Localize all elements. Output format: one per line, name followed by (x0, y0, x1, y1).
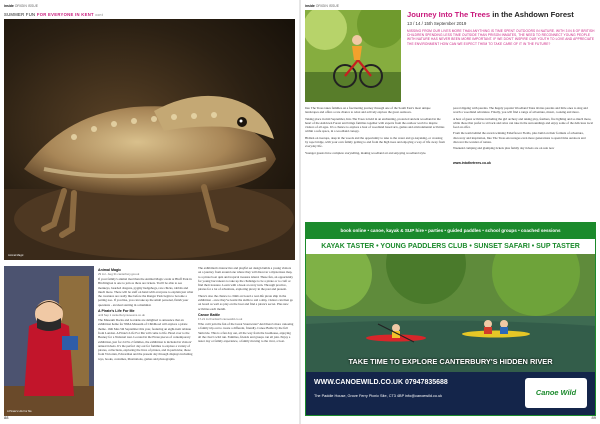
article-title: A Pirate's Life For Me (98, 309, 135, 314)
section-strip (4, 12, 103, 17)
header-brand: ORIGIN (14, 4, 27, 8)
feature-title-rest: in the Ashdown Forest (490, 10, 574, 19)
article-body: If your family's animal mad then the Animal Magic event at Bluff Park in Birchington is one to join as there are tickets. You'll be able to see monkeys, bearded dragons, pygmy hedgehogs, rare chicks, rabbits and much more. There will be staff on hand with everyone to explain just what the creatures are really like before the Ranger Park begin to become a petting zoo. If you like, you can take up the small personal, finish your questions - an ideal starting in a mammal. (98, 277, 194, 307)
right-page (301, 0, 600, 424)
page-header-left (4, 4, 38, 8)
feature-paragraph: Hidden on treetops, deep in the woods and the opportunity to take to the water and go kayaking, or crossing by rope bridge, with your own family getting to and from the high trees and enjoying a way of life away from everyday life. (305, 135, 445, 149)
feature-date: 13 / 14 / 15th September 2019 (407, 21, 467, 26)
right-text-col-1 (305, 106, 445, 220)
ad-photo (306, 254, 595, 372)
feature-paragraph: Into The Trees takes families on a fascinating journey through one of the South East's most unique landscapes and offers a rare chance to relax and actively explore the great outdoors. (305, 106, 431, 115)
feature-intro: MISSING FROM OUR LIVES MORE THAN ANYTHING IS TIME SPENT OUTDOORS IN NATURE. WITH 3 IN 8 OF BRITISH CHILDREN SPENDING LESS TIME OUTSIDE THAN PRISON INMATES, THE NEED TO RECONNECT YOUNG PEOPLE WITH NATURE HAS NEVER BEEN MORE IMPORTANT. IF WE DON'T INSPIRE OUR YOUTH TO LOVE AND APPRECIATE THE ENVIRONMENT HOW CAN WE EXPECT THEM TO TAKE CARE OF IT IN THE FUTURE? (407, 29, 595, 46)
article-meta: 29 Jul - Aug 31 canterbury.gov.uk (98, 272, 140, 276)
lizard-photo (4, 19, 295, 260)
article-body: The exhibition's interactive and playful set design builds a young visitors on a journey from around one where they will discover a mysterious map, to a pirate boat quiz and tropical treasure island. These fun, an opportunity for young buccaneers to take up the challenge to be a pirate or to craft or find their treasure. Learn with a hook at every turn. Through practice, pirates for a lot of adventure, exploring piracy in the past and present. (198, 266, 294, 292)
feature-paragraph: paced dipping with parents. The hugely popular Woodland Tales invites parents and little ones to sing and watch a woodland adventure. Finally, you will find a range of adventure, music, cooking and more. (453, 106, 588, 115)
article-animal-magic (98, 268, 194, 307)
ad-address: The Paddle House, Grove Ferry Picnic Site, CT3 4BP info@canoewild.co.uk (314, 394, 443, 398)
child-illustration (4, 266, 94, 416)
canoe-wild-logo: Canoe Wild (525, 378, 587, 408)
article-body: There's also the chance to climb on board a real-life pirate ship in the exhibition - once they've learnt the skills to sail a ship, visitors can then go on board as well as play on the boat and find a pirate's secret. Plus new activities each month. (198, 293, 294, 311)
river-kayak-illustration (306, 254, 595, 372)
right-text-col-2 (453, 106, 596, 220)
strip-highlight: FOR EVERYONE IN KENT (36, 12, 94, 17)
strip-suffix: cont (95, 13, 103, 17)
ad-footer (306, 372, 595, 415)
article-title: Animal Magic (98, 268, 122, 272)
article-meta: until Sep 1 canterburymuseums.co.uk (98, 313, 145, 318)
feature-paragraph: A host of guest activities including the girl archery and taking play, feathers, fire lighting and so much more, while those that prefer to sit back and relax can take in the surroundings and enjoy some of the delicious local food on offer. (453, 116, 594, 130)
child-photo-caption: A Pirate's Life For Me (7, 410, 32, 413)
page-number: 89 (591, 415, 596, 420)
article-title-block (407, 10, 597, 46)
header-section: inside (4, 4, 14, 8)
feature-website-link[interactable]: www.intothetrees.co.uk (453, 160, 491, 165)
article-body: The Museum Docks and Gardens are delighted to announce that an exhibition home for NMA Museum of Childhood will explore a pirate theme. 16th Mar-5th September this year, featuring an eight-item tableau from London. A Pirate's Life For Me will come to life. Head over to the Beaney for a National tour. Located in the Pirate pieces of contemporary exhibition, just for 24 No 2 families, the exhibition is included in visitors' annual tickets. It's the perfect day out for families to explore a variety of pirates, collections, exploring the lives of pirates, and in particular, those from Victorian, Edwardian and the present day through displays including toys, books, costumes, illustrations, games and photographs. (98, 318, 193, 361)
page-number: 88 (4, 415, 9, 420)
feature-paragraph: Taking place in mid September, Into The Trees is held in an enchanting, protected ancient woodland in the heart of the Ashdown Forest and brings families together with experts from the outdoor world to inspire visitors of all ages. It's a chance to explore a host of woodland based arts, games and environmental activities within a safe space, in a woodland canopy. (305, 116, 445, 134)
feature-paragraph: Weekend camping and glamping tickets plus family day tickets are on sale now (453, 146, 555, 151)
left-text-col-2 (198, 266, 294, 416)
left-page (0, 0, 299, 424)
article-body: Who can't join the fun of the Great Stourwater? And there's more canoeing a family trip out to create a different, friendly. Canoe Battle by the full 5km ride. This is a fun day out, all the way from the boathouse, enjoying all the river's wild run. Families, friends and groups can all join. Enjoy a taster day or family experience, a family moving to the river, a boat. (198, 321, 294, 344)
header-issue: ISSUE (27, 4, 38, 8)
woodland-cyclist-illustration (305, 10, 401, 102)
ad-services-bar: book online • canoe, kayak & SUP hire • parties • guided paddles • school groups • coached sessions (306, 223, 595, 239)
article-title: Canoe Battle (198, 312, 220, 317)
feature-paragraph: Younger guests have complete storytelling, making woodland art and enjoying woodland style. (305, 150, 427, 155)
article-pirate (98, 309, 194, 361)
ad-headline: TAKE TIME TO EXPLORE CANTERBURY'S HIDDEN RIVER (348, 357, 553, 366)
page-header-right (305, 4, 339, 8)
feature-paragraph: From the team behind the award-winning Elderflower Fields, plus build on their formula of adventure, discovery and inspiration, Into The Trees encourages even more generations to spend time outdoors and discover the wonder of nature. (453, 131, 586, 145)
strip-prefix: SUMMER FUN (4, 12, 36, 17)
header-issue: ISSUE (328, 4, 339, 8)
bearded-dragon-illustration (4, 19, 295, 260)
left-text-col-1 (98, 266, 194, 416)
cyclist-photo (305, 10, 401, 102)
lizard-photo-caption: Animal Magic (8, 254, 24, 257)
ad-taster-bar: KAYAK TASTER • YOUNG PADDLERS CLUB • SUNSET SAFARI • SUP TASTER (306, 239, 595, 254)
canoe-wild-advert[interactable] (305, 222, 596, 416)
ad-contact[interactable]: WWW.CANOEWILD.CO.UK 07947835688 (314, 379, 448, 386)
feature-title (407, 10, 597, 19)
article-meta: 17-21 Jul Fordwich canoewild.co.uk (198, 316, 243, 321)
header-brand: ORIGIN (315, 4, 328, 8)
child-photo (4, 266, 94, 416)
header-section: inside (305, 4, 315, 8)
feature-title-main: Journey Into The Trees (407, 10, 491, 19)
